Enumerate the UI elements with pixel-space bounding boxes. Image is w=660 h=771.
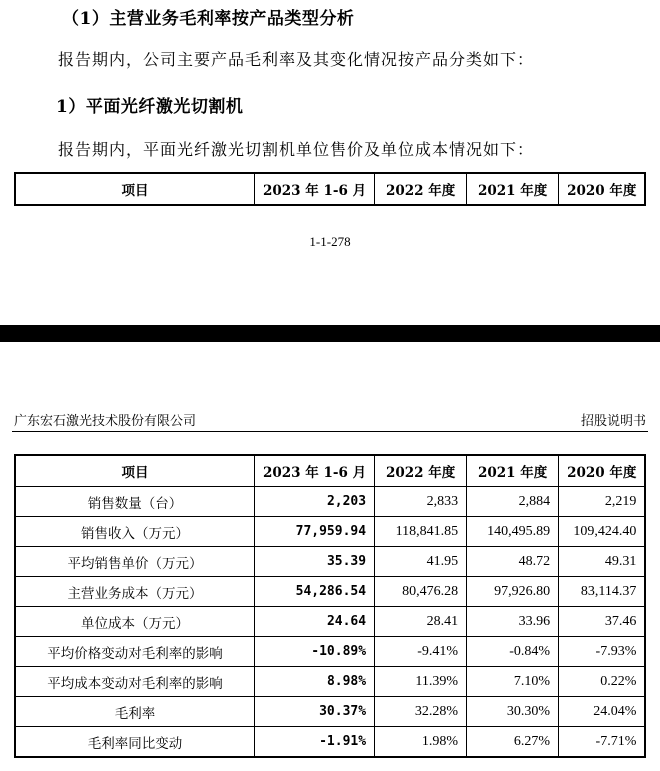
- sub-heading: 1）平面光纤激光切割机: [56, 97, 244, 117]
- table-cell: 2,219: [559, 487, 646, 517]
- table-cell: 49.31: [559, 547, 646, 577]
- header-rule: [12, 431, 648, 432]
- table-cell: 41.95: [375, 547, 467, 577]
- intro-paragraph: 报告期内，公司主要产品毛利率及其变化情况按产品分类如下：: [58, 50, 535, 69]
- table-cell: 37.46: [559, 607, 646, 637]
- table-cell: 77,959.94: [255, 517, 375, 547]
- table-cell: 30.37%: [255, 697, 375, 727]
- table-cell: 140,495.89: [467, 517, 559, 547]
- table-cell: -1.91%: [255, 727, 375, 758]
- row-label: 主营业务成本（万元）: [15, 577, 255, 607]
- table-cell: -7.93%: [559, 637, 646, 667]
- column-header: 2020 年度: [559, 455, 646, 487]
- table-cell: 83,114.37: [559, 577, 646, 607]
- page-top-section: [0, 0, 660, 325]
- column-header: 2022 年度: [375, 173, 467, 205]
- table-row: [15, 577, 645, 607]
- column-header: 2023 年 1-6 月: [255, 173, 375, 205]
- table-cell: -0.84%: [467, 637, 559, 667]
- table-cell: 24.04%: [559, 697, 646, 727]
- row-label: 平均价格变动对毛利率的影响: [15, 637, 255, 667]
- column-header: 项目: [15, 173, 255, 205]
- sub-intro-paragraph: 报告期内，平面光纤激光切割机单位售价及单位成本情况如下：: [58, 140, 535, 159]
- table-cell: 35.39: [255, 547, 375, 577]
- column-header: 2021 年度: [467, 173, 559, 205]
- table-cell: 0.22%: [559, 667, 646, 697]
- table-cell: 1.98%: [375, 727, 467, 758]
- table-cell: 8.98%: [255, 667, 375, 697]
- table-cell: 118,841.85: [375, 517, 467, 547]
- table-cell: -10.89%: [255, 637, 375, 667]
- company-name: 广东宏石激光技术股份有限公司: [14, 414, 197, 429]
- row-label: 平均销售单价（万元）: [15, 547, 255, 577]
- table-row: [15, 727, 645, 758]
- column-header: 项目: [15, 455, 255, 487]
- table-cell: 54,286.54: [255, 577, 375, 607]
- table-cell: 6.27%: [467, 727, 559, 758]
- table-cell: 32.28%: [375, 697, 467, 727]
- table-cell: 28.41: [375, 607, 467, 637]
- row-label: 毛利率: [15, 697, 255, 727]
- table-header-row: [15, 455, 645, 487]
- table-header-continued: [14, 172, 646, 206]
- table-cell: 7.10%: [467, 667, 559, 697]
- table-header-row: [15, 173, 645, 205]
- table-cell: 97,926.80: [467, 577, 559, 607]
- column-header: 2021 年度: [467, 455, 559, 487]
- table-row: [15, 697, 645, 727]
- table-row: [15, 487, 645, 517]
- table-cell: 30.30%: [467, 697, 559, 727]
- table-cell: 109,424.40: [559, 517, 646, 547]
- section-heading: （1）主营业务毛利率按产品类型分析: [62, 9, 355, 29]
- table-cell: 2,833: [375, 487, 467, 517]
- table-cell: 11.39%: [375, 667, 467, 697]
- row-label: 销售收入（万元）: [15, 517, 255, 547]
- page-break-divider: [0, 325, 660, 342]
- document-type: 招股说明书: [580, 414, 646, 429]
- table-cell: -7.71%: [559, 727, 646, 758]
- table-cell: 80,476.28: [375, 577, 467, 607]
- table-row: [15, 517, 645, 547]
- row-label: 单位成本（万元）: [15, 607, 255, 637]
- table-cell: 2,203: [255, 487, 375, 517]
- row-label: 平均成本变动对毛利率的影响: [15, 667, 255, 697]
- table-row: [15, 547, 645, 577]
- column-header: 2022 年度: [375, 455, 467, 487]
- table-row: [15, 637, 645, 667]
- table-cell: 2,884: [467, 487, 559, 517]
- row-label: 毛利率同比变动: [15, 727, 255, 758]
- table-row: [15, 607, 645, 637]
- column-header: 2023 年 1-6 月: [255, 455, 375, 487]
- table-cell: 33.96: [467, 607, 559, 637]
- page-number: 1-1-278: [309, 234, 351, 249]
- table-cell: -9.41%: [375, 637, 467, 667]
- table-row: [15, 667, 645, 697]
- row-label: 销售数量（台）: [15, 487, 255, 517]
- table-cell: 48.72: [467, 547, 559, 577]
- table-cell: 24.64: [255, 607, 375, 637]
- unit-price-cost-table: [14, 454, 646, 758]
- column-header: 2020 年度: [559, 173, 646, 205]
